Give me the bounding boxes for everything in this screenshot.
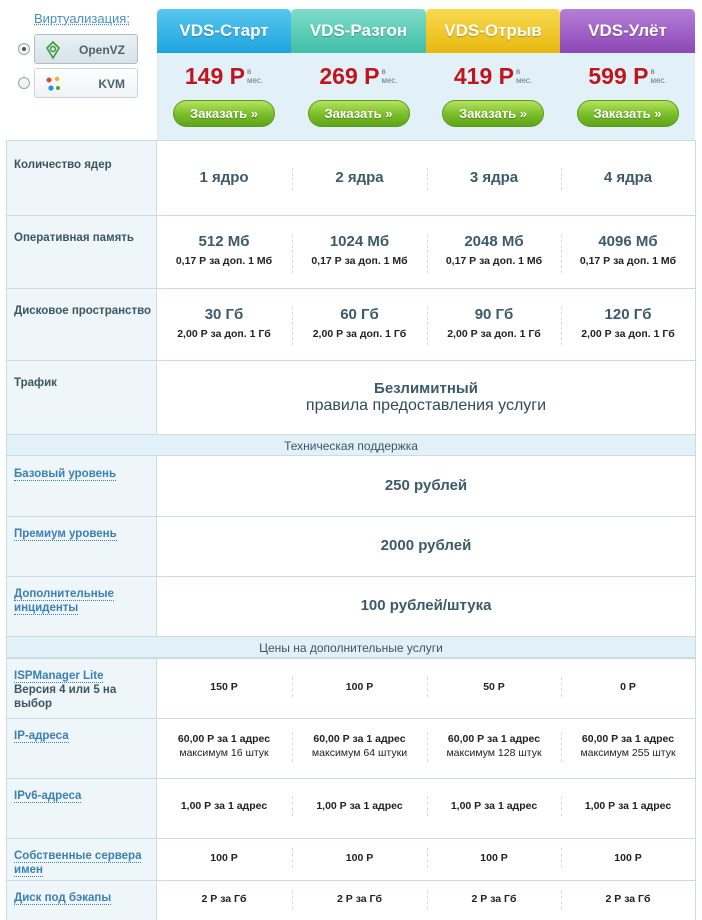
- ip-price: 60,00 Р за 1 адрес максимум 255 штук: [580, 733, 676, 759]
- ispmanager-price: 150 Р: [210, 681, 238, 693]
- openvz-label: OpenVZ: [78, 43, 125, 57]
- backup-disk-label[interactable]: Диск под бэкапы: [14, 892, 112, 904]
- ram-cell: 2048 Мб 0,17 Р за доп. 1 Мб: [445, 233, 543, 267]
- support-basic-label[interactable]: Базовый уровень: [14, 468, 117, 480]
- virt-option-openvz[interactable]: [18, 34, 142, 64]
- ispmanager-price: 100 Р: [345, 681, 374, 693]
- plan-price: [560, 53, 695, 99]
- plan-column-start: [157, 9, 291, 140]
- nameservers-price: 100 Р: [345, 852, 374, 864]
- service-rules-link[interactable]: правила предоставления услуги: [305, 397, 547, 414]
- nameservers-price: 100 Р: [210, 852, 238, 864]
- ispmanager-version-label: Версия 4 или 5 на выбор: [14, 684, 117, 710]
- traffic-cell: [157, 380, 695, 415]
- price-period: в мес.: [515, 67, 533, 85]
- virt-option-kvm[interactable]: [18, 68, 142, 98]
- plan-column-ulet: [560, 9, 695, 140]
- backup-price: 2 Р за Гб: [605, 893, 651, 905]
- support-incidents-value: 100 рублей/штука: [360, 597, 492, 614]
- cores-cell: 2 ядра: [335, 169, 384, 186]
- ispmanager-label[interactable]: ISPManager Lite: [14, 670, 104, 682]
- ip-price: 60,00 Р за 1 адрес максимум 64 штуки: [311, 733, 408, 759]
- backup-price: 2 Р за Гб: [471, 893, 517, 905]
- radio-kvm[interactable]: [18, 77, 30, 89]
- price-period: в мес.: [381, 67, 398, 85]
- price-period: в мес.: [650, 67, 667, 85]
- order-button-start[interactable]: Заказать »: [173, 100, 275, 127]
- kvm-label: KVM: [98, 77, 125, 91]
- price-value: 419 Р: [453, 63, 514, 89]
- radio-openvz[interactable]: [18, 43, 30, 55]
- ip-addresses-label[interactable]: IP-адреса: [14, 730, 69, 742]
- price-value: 149 Р: [184, 63, 245, 89]
- disk-cell: 30 Гб 2,00 Р за доп. 1 Гб: [177, 306, 271, 340]
- traffic-value: Безлимитный: [374, 380, 478, 397]
- price-value: 599 Р: [588, 63, 649, 89]
- plan-name: VDS-Старт: [157, 9, 291, 53]
- ram-cell: 512 Мб 0,17 Р за доп. 1 Мб: [175, 233, 273, 267]
- openvz-button[interactable]: [34, 34, 138, 64]
- support-basic-value: 250 рублей: [384, 477, 468, 494]
- ram-cell: 1024 Мб 0,17 Р за доп. 1 Мб: [311, 233, 408, 267]
- kvm-icon: [43, 74, 63, 94]
- ipv6-price: 1,00 Р за 1 адрес: [180, 800, 268, 812]
- price-period: в мес.: [246, 67, 264, 85]
- nameservers-price: 100 Р: [614, 852, 642, 864]
- disk-cell: 90 Гб 2,00 Р за доп. 1 Гб: [447, 306, 541, 340]
- plan-name: VDS-Отрыв: [426, 9, 560, 53]
- order-button-razgon[interactable]: Заказать »: [308, 100, 410, 127]
- ispmanager-price: 50 Р: [483, 681, 505, 693]
- plan-column-otryv: [426, 9, 560, 140]
- ipv6-price: 1,00 Р за 1 адрес: [450, 800, 538, 812]
- nameservers-label[interactable]: Собственные сервера имен: [14, 850, 142, 876]
- ram-cell: 4096 Мб 0,17 Р за доп. 1 Мб: [579, 233, 677, 267]
- backup-price: 2 Р за Гб: [337, 893, 382, 905]
- extras-section-header: Цены на дополнительные услуги: [7, 636, 695, 658]
- ipv6-price: 1,00 Р за 1 адрес: [584, 800, 672, 812]
- plan-price: [291, 53, 426, 99]
- plan-name: VDS-Разгон: [291, 9, 426, 53]
- cores-cell: 1 ядро: [199, 169, 249, 186]
- row-label-cores: Количество ядер: [14, 159, 112, 171]
- order-button-otryv[interactable]: Заказать »: [442, 100, 544, 127]
- disk-cell: 60 Гб 2,00 Р за доп. 1 Гб: [312, 306, 407, 340]
- plan-name: VDS-Улёт: [560, 9, 695, 53]
- cores-cell: 4 ядра: [603, 169, 653, 186]
- ip-price: 60,00 Р за 1 адрес максимум 16 штук: [177, 733, 271, 759]
- plan-price: [426, 53, 560, 99]
- support-premium-label[interactable]: Премиум уровень: [14, 528, 117, 540]
- virtualization-title: Виртуализация:: [34, 11, 130, 26]
- support-incidents-label[interactable]: Дополнительные инциденты: [14, 588, 114, 614]
- ipv6-price: 1,00 Р за 1 адрес: [316, 800, 403, 812]
- order-button-ulet[interactable]: Заказать »: [577, 100, 679, 127]
- plan-column-razgon: [291, 9, 426, 140]
- backup-price: 2 Р за Гб: [201, 893, 247, 905]
- ispmanager-price: 0 Р: [620, 681, 636, 693]
- row-label-ram: Оперативная память: [14, 232, 134, 244]
- support-premium-value: 2000 рублей: [380, 537, 472, 554]
- disk-cell: 120 Гб 2,00 Р за доп. 1 Гб: [581, 306, 675, 340]
- openvz-icon: [43, 40, 63, 60]
- row-label-disk: Дисковое пространство: [14, 305, 152, 317]
- price-value: 269 Р: [319, 63, 380, 89]
- support-section-header: Техническая поддержка: [7, 434, 695, 456]
- plan-price: [157, 53, 291, 99]
- row-label-traffic: Трафик: [14, 377, 57, 389]
- ipv6-addresses-label[interactable]: IPv6-адреса: [14, 790, 82, 802]
- comparison-table: [6, 140, 696, 920]
- kvm-button[interactable]: [34, 68, 138, 98]
- ip-price: 60,00 Р за 1 адрес максимум 128 штук: [446, 733, 542, 759]
- nameservers-price: 100 Р: [480, 852, 508, 864]
- cores-cell: 3 ядра: [469, 169, 519, 186]
